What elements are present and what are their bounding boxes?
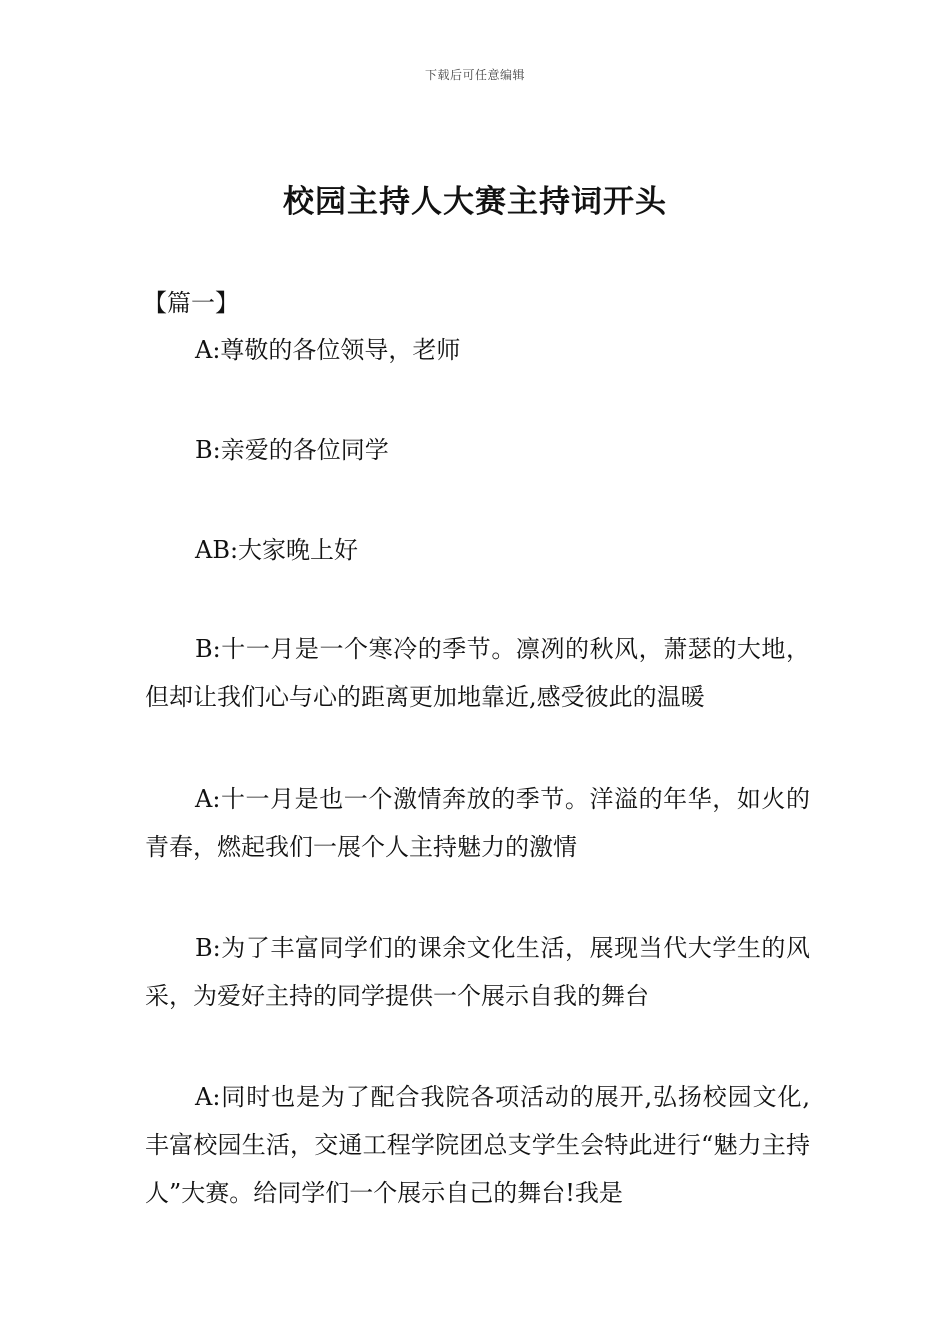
paragraph-text: A:十一月是也一个激情奔放的季节。洋溢的年华，如火的青春，燃起我们一展个人主持魅力的激情 xyxy=(145,785,810,861)
paragraph-text: B:十一月是一个寒冷的季节。凛冽的秋风，萧瑟的大地，但却让我们心与心的距离更加地靠近,感受彼此的温暖 xyxy=(145,635,810,711)
paragraph-text: B:为了丰富同学们的课余文化生活，展现当代大学生的风采，为爱好主持的同学提供一个展示自我的舞台 xyxy=(145,934,810,1010)
header-note: 下载后可任意编辑 xyxy=(424,68,525,82)
paragraph-4 xyxy=(145,625,810,721)
paragraph-1 xyxy=(145,326,810,374)
document-title: 校园主持人大赛主持词开头 xyxy=(283,184,667,220)
paragraph-6 xyxy=(145,924,810,1020)
paragraph-3 xyxy=(145,526,810,574)
paragraph-text: B:亲爱的各位同学 xyxy=(195,436,389,464)
paragraph-text: A:同时也是为了配合我院各项活动的展开,弘扬校园文化,丰富校园生活，交通工程学院团总支学生会特此进行“魅力主持人”大赛。给同学们一个展示自己的舞台!我是 xyxy=(145,1083,810,1207)
paragraph-7 xyxy=(145,1073,810,1217)
paragraph-2 xyxy=(145,426,810,474)
paragraph-5 xyxy=(145,775,810,871)
paragraph-text: A:尊敬的各位领导，老师 xyxy=(195,336,461,364)
paragraph-text: AB:大家晚上好 xyxy=(195,536,359,564)
section-label: 【篇一】 xyxy=(143,289,239,317)
